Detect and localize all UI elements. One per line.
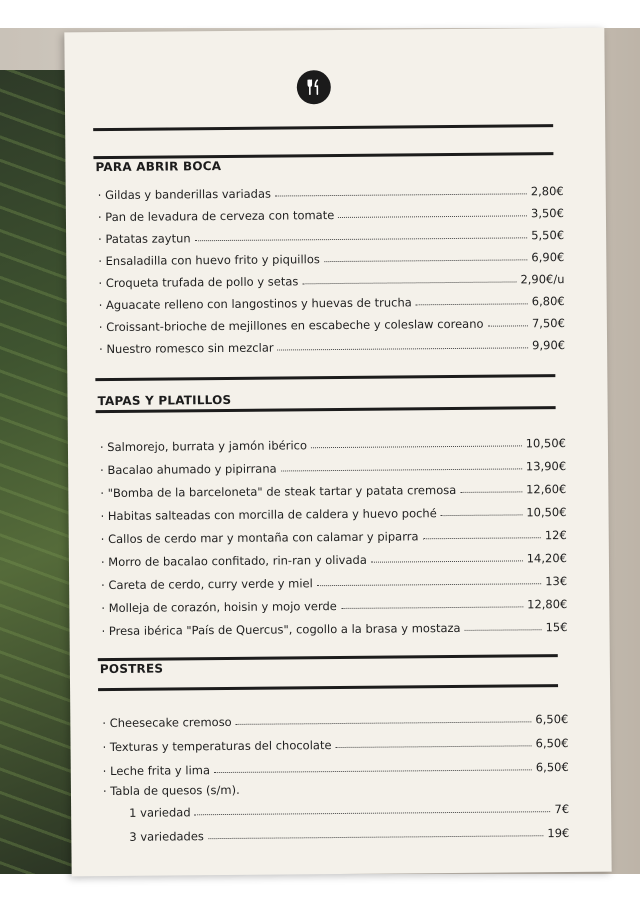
item-price: 6,80€ (531, 294, 565, 309)
menu-item (100, 501, 566, 523)
item-name: 1 variedad (129, 805, 191, 820)
leader-dots (422, 537, 540, 539)
item-price: 10,50€ (526, 505, 567, 520)
menu-item (102, 708, 568, 730)
item-name: · "Bomba de la barceloneta" de steak tartar y patata cremosa (100, 482, 457, 501)
menu-item (101, 593, 567, 615)
item-name: · Croqueta trufada de pollo y setas (98, 274, 299, 291)
leader-dots (441, 514, 523, 516)
item-price: 13€ (545, 574, 568, 589)
menu-subitem (103, 822, 569, 844)
leader-dots (341, 606, 523, 609)
leader-dots (214, 769, 532, 773)
menu-item (98, 246, 564, 268)
item-price: 6,50€ (535, 712, 569, 727)
item-name: · Careta de cerdo, curry verde y miel (101, 576, 313, 593)
item-price: 3,50€ (530, 206, 564, 221)
menu-item (98, 180, 564, 202)
menu-item (99, 290, 565, 312)
item-name: · Habitas salteadas con morcilla de caldera y huevo poché (100, 506, 437, 524)
item-name: · Pan de levadura de cerveza con tomate (97, 208, 335, 225)
leader-dots (278, 347, 529, 350)
leader-dots (465, 629, 542, 631)
item-price: 14,20€ (526, 551, 567, 566)
menu-item (99, 312, 565, 334)
item-price: 12,80€ (527, 597, 568, 612)
item-name: · Leche frita y lima (102, 763, 211, 779)
item-price: 2,80€ (530, 184, 564, 199)
section-rule-bottom (93, 152, 553, 159)
leader-dots (371, 560, 523, 562)
menu-item (103, 756, 569, 778)
menu-card (64, 28, 611, 877)
item-price: 12,60€ (526, 482, 567, 497)
menu-item (101, 570, 567, 592)
menu-item (98, 268, 564, 290)
leader-dots (338, 215, 527, 218)
menu-item (100, 432, 566, 454)
item-price: 2,90€/u (520, 272, 565, 287)
item-name: · Gildas y banderillas variadas (97, 186, 272, 203)
item-name: · Ensaladilla con huevo frito y piquillos (98, 252, 320, 269)
item-price: 6,50€ (535, 759, 569, 775)
item-name: · Presa ibérica "País de Quercus", cogollo a la brasa y mostaza (101, 620, 461, 639)
item-name: · Texturas y temperaturas del chocolate (102, 738, 332, 755)
menu-item (101, 547, 567, 569)
leader-dots (208, 835, 543, 839)
item-name: 3 variedades (129, 829, 204, 844)
leader-dots (275, 193, 527, 196)
menu-item (99, 334, 565, 356)
leader-dots (317, 583, 541, 586)
leader-dots (195, 237, 528, 241)
section-rule-top (95, 374, 555, 381)
item-price: 7,50€ (531, 316, 565, 331)
section-title-tapas-y-platillos: TAPAS Y PLATILLOS (97, 392, 232, 409)
leader-dots (236, 721, 532, 725)
leader-dots (336, 745, 532, 748)
item-name: · Patatas zaytun (98, 231, 191, 247)
item-price: 6,50€ (535, 735, 569, 751)
leader-dots (281, 468, 522, 471)
menu-subitem (103, 798, 569, 820)
leader-dots (302, 281, 516, 284)
fork-knife-icon (297, 70, 331, 104)
leader-dots (195, 811, 551, 815)
item-name: · Bacalao ahumado y pipirrana (100, 461, 277, 478)
item-price: 7€ (554, 801, 570, 817)
leader-dots (311, 445, 522, 448)
item-price: 12€ (544, 528, 567, 543)
menu-item (100, 455, 566, 477)
section-title-postres: POSTRES (99, 661, 164, 677)
item-name: · Callos de cerdo mar y montaña con calamar y piparra (100, 529, 419, 547)
section-rule-top (98, 654, 558, 661)
item-price: 9,90€ (532, 338, 566, 353)
item-price: 5,50€ (531, 228, 565, 243)
menu-item (101, 524, 567, 546)
item-price: 13,90€ (525, 459, 567, 474)
item-name: · Cheesecake cremoso (102, 714, 232, 731)
section-title-para-abrir-boca: PARA ABRIR BOCA (95, 159, 222, 175)
menu-item (100, 478, 566, 500)
menu-item (98, 202, 564, 224)
item-name: · Aguacate relleno con langostinos y huevas de trucha (98, 295, 412, 313)
item-name: · Salmorejo, burrata y jamón ibérico (99, 438, 308, 455)
menu-item (102, 732, 568, 754)
menu-item (98, 224, 564, 246)
item-name: · Nuestro romesco sin mezclar (99, 340, 274, 357)
item-name: · Morro de bacalao confitado, rin-ran y olivada (100, 552, 367, 570)
leader-dots (324, 259, 528, 262)
item-price: 6,90€ (531, 250, 565, 265)
item-name: · Molleja de corazón, hoisin y mojo verde (101, 599, 337, 616)
item-name: · Tabla de quesos (s/m). (102, 782, 240, 799)
item-price: 10,50€ (525, 436, 566, 451)
menu-item (103, 776, 569, 798)
menu-item (101, 616, 567, 638)
leader-dots (460, 491, 522, 493)
section-rule-bottom (98, 684, 558, 691)
item-price: 19€ (547, 825, 570, 841)
section-rule-top (93, 124, 553, 131)
leader-dots (416, 303, 528, 305)
item-name: · Croissant-brioche de mejillones en escabeche y coleslaw coreano (98, 316, 484, 335)
item-price: 15€ (545, 620, 568, 635)
leader-dots (488, 325, 528, 326)
